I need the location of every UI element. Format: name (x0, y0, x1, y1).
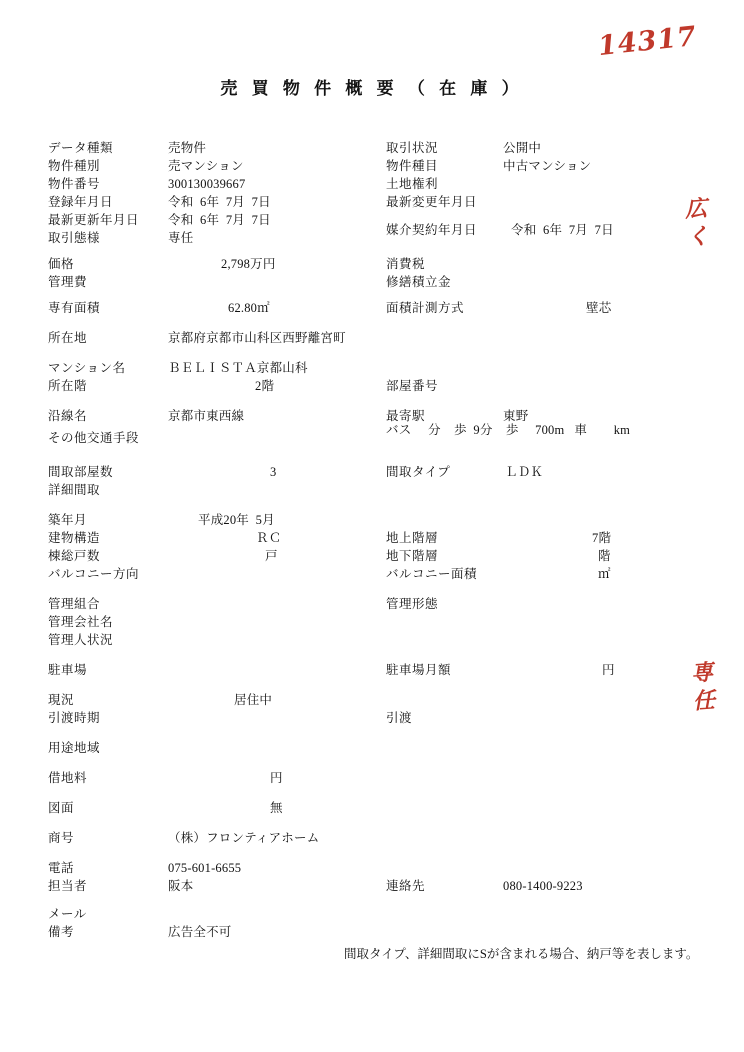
label-property-type: 物件種別 (48, 159, 101, 173)
value-balcony-area: ㎡ (598, 567, 611, 581)
label-basement-floors: 地下階層 (386, 549, 439, 563)
label-parking-fee: 駐車場月額 (386, 663, 452, 677)
label-price: 価格 (48, 257, 75, 271)
value-built-date: 平成20年 5月 (198, 513, 275, 527)
label-consumption-tax: 消費税 (386, 257, 426, 271)
footer-note: 間取タイプ、詳細間取にSが含まれる場合、納戸等を表します。 (344, 947, 699, 961)
label-drawing: 図面 (48, 801, 75, 815)
label-property-number: 物件番号 (48, 177, 101, 191)
label-current-status: 現況 (48, 693, 75, 707)
label-parking: 駐車場 (48, 663, 88, 677)
value-building-name: ＢＥＬＩＳＴＡ京都山科 (168, 361, 308, 375)
value-area-measurement: 壁芯 (586, 301, 612, 315)
value-contract-date: 令和 6年 7月 7日 (511, 223, 614, 237)
label-total-units: 棟総戸数 (48, 549, 101, 563)
value-company-name: （株）フロンティアホーム (168, 831, 320, 845)
label-last-update-date: 最新更新年月日 (48, 213, 140, 227)
label-structure: 建物構造 (48, 531, 101, 545)
label-management-association: 管理組合 (48, 597, 101, 611)
label-contact: 連絡先 (386, 879, 426, 893)
value-parking-fee: 円 (602, 663, 615, 677)
label-built-date: 築年月 (48, 513, 88, 527)
label-last-change-date: 最新変更年月日 (386, 195, 478, 209)
label-transaction-status: 取引状況 (386, 141, 439, 155)
label-phone: 電話 (48, 861, 75, 875)
value-property-category: 中古マンション (503, 159, 592, 173)
label-management-form: 管理形態 (386, 597, 439, 611)
label-address: 所在地 (48, 331, 88, 345)
label-management-company: 管理会社名 (48, 615, 114, 629)
value-floor: 2階 (255, 379, 275, 393)
label-management-fee: 管理費 (48, 275, 88, 289)
label-floor: 所在階 (48, 379, 88, 393)
value-price: 2,798万円 (221, 257, 276, 271)
label-room-number: 部屋番号 (386, 379, 439, 393)
label-transaction-form: 取引態様 (48, 231, 101, 245)
value-remarks: 広告全不可 (168, 925, 232, 939)
label-manager-status: 管理人状況 (48, 633, 114, 647)
label-layout-type: 間取タイプ (386, 465, 451, 479)
label-land-rent: 借地料 (48, 771, 88, 785)
label-contract-date: 媒介契約年月日 (386, 223, 478, 237)
page-title: 売 買 物 件 概 要 （ 在 庫 ） (220, 79, 524, 98)
label-area-measurement: 面積計測方式 (386, 301, 465, 315)
value-transport-detail: バス 分 歩 9分 歩 700m 車 km (386, 423, 631, 437)
label-mail: メール (48, 907, 87, 921)
label-balcony-area: バルコニー面積 (386, 567, 478, 581)
label-delivery: 引渡 (386, 711, 413, 725)
label-balcony-direction: バルコニー方向 (48, 567, 140, 581)
value-total-units: 戸 (265, 549, 278, 563)
handwritten-note-right-top: 広 く (684, 195, 711, 251)
value-registration-date: 令和 6年 7月 7日 (168, 195, 271, 209)
label-repair-reserve: 修繕積立金 (386, 275, 452, 289)
label-use-district: 用途地域 (48, 741, 101, 755)
value-exclusive-area: 62.80㎡ (228, 301, 270, 315)
value-structure: ＲＣ (256, 531, 282, 545)
value-land-rent: 円 (270, 771, 283, 785)
value-property-number: 300130039667 (168, 177, 246, 191)
label-railway-line: 沿線名 (48, 409, 88, 423)
value-current-status: 居住中 (234, 693, 273, 707)
value-layout-type: ＬＤＫ (505, 465, 544, 479)
value-room-count: 3 (270, 465, 277, 479)
label-land-rights: 土地権利 (386, 177, 439, 191)
handwritten-note-right-mid: 専 任 (690, 659, 717, 715)
label-other-transport: その他交通手段 (48, 431, 140, 445)
value-transaction-status: 公開中 (503, 141, 542, 155)
value-address: 京都府京都市山科区西野離宮町 (168, 331, 346, 345)
value-transaction-form: 専任 (168, 231, 194, 245)
label-data-type: データ種類 (48, 141, 114, 155)
label-delivery-time: 引渡時期 (48, 711, 101, 725)
label-layout-detail: 詳細間取 (48, 483, 101, 497)
label-property-category: 物件種目 (386, 159, 439, 173)
label-room-count: 間取部屋数 (48, 465, 114, 479)
value-nearest-station: 東野 (503, 409, 529, 423)
value-contact: 080-1400-9223 (503, 879, 583, 893)
value-last-update-date: 令和 6年 7月 7日 (168, 213, 271, 227)
value-person-in-charge: 阪本 (168, 879, 194, 893)
label-exclusive-area: 専有面積 (48, 301, 101, 315)
handwritten-number: 14317 (596, 20, 699, 63)
label-nearest-station: 最寄駅 (386, 409, 426, 423)
label-building-name: マンション名 (48, 361, 126, 375)
value-property-type: 売マンション (168, 159, 244, 173)
value-basement-floors: 階 (598, 549, 611, 563)
label-registration-date: 登録年月日 (48, 195, 114, 209)
value-phone: 075-601-6655 (168, 861, 242, 875)
label-person-in-charge: 担当者 (48, 879, 88, 893)
value-railway-line: 京都市東西線 (168, 409, 245, 423)
value-ground-floors: 7階 (592, 531, 612, 545)
label-ground-floors: 地上階層 (386, 531, 439, 545)
value-drawing: 無 (270, 801, 283, 815)
label-remarks: 備考 (48, 925, 75, 939)
label-company-name: 商号 (48, 831, 75, 845)
value-data-type: 売物件 (168, 141, 207, 155)
